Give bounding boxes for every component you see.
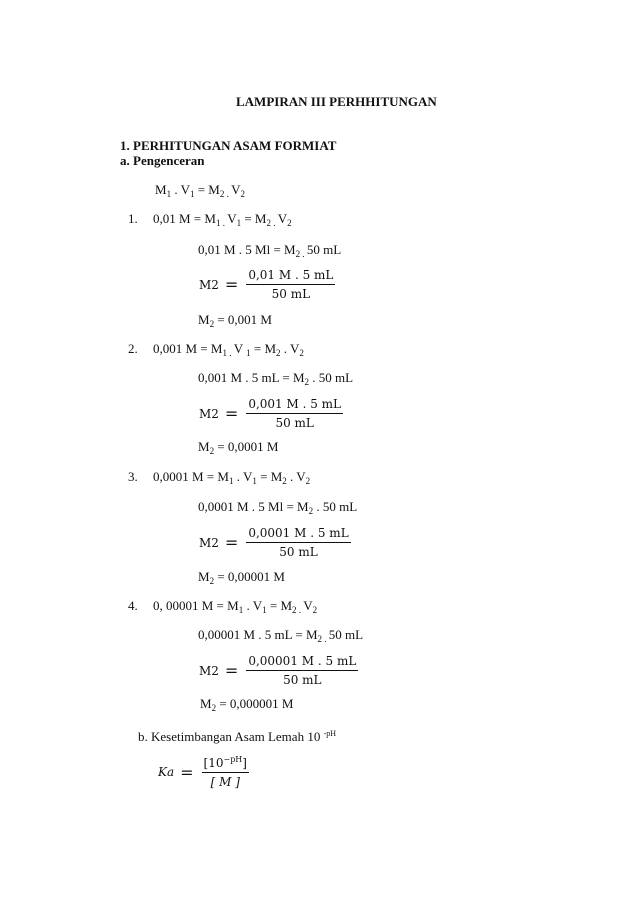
item-2-result: $M_2 = 0,0001$ M (198, 439, 279, 456)
item-2-equation: 0,001 $M = M_{1 .}$ V $_1 = M_2$ . $V_2$ (153, 341, 304, 358)
item-1-fraction: M2 = $\frac{0,01 M . 5 mL}{50 mL}$ (199, 268, 334, 301)
page-title: LAMPIRAN III PERHHITUNGAN (236, 94, 437, 109)
item-1-equation: 0,01 $M = M_{1 .}$ $V_1 = M_{2 .}$ $V_2$ (153, 211, 292, 228)
item-3-equation: 0,0001 $M = M_1$ . $V_1 = M_2$ . $V_2$ (153, 469, 311, 486)
item-4-number: 4. (128, 598, 138, 613)
item-3-number: 3. (128, 469, 138, 484)
item-2-fraction: M2 = $\frac{0,001 M . 5 mL}{50 mL}$ (199, 397, 342, 430)
item-4-fraction: M2 = $\frac{0,00001 M . 5 mL}{50 mL}$ (199, 654, 357, 687)
item-3-result: $M_2 = 0,00001$ M (198, 569, 285, 586)
item-3-fraction: M2 = $\frac{0,0001 M . 5 mL}{50 mL}$ (199, 526, 349, 559)
ka-formula: Ka = $\frac{[10^{-pH}]}{[ M ]}$ (158, 755, 247, 789)
item-4-equation: 0, 00001 $M = M_1$ . $V_1 = M_{2 .}$ $V_2$ (153, 598, 318, 615)
subsection-b-heading: b. Kesetimbangan Asam Lemah 10 $^{-pH}$ (138, 729, 337, 744)
item-3-substitution: 0,0001 M . 5 $Ml = M_2$ . 50 mL (198, 499, 358, 516)
dilution-formula: $M_1$ . $V_1 = M_{2 .}$ $V_2$ (155, 182, 245, 199)
item-2-substitution: 0,001 M . 5 mL = $M_2$ . 50 mL (198, 370, 354, 387)
subsection-a-heading: a. Pengenceran (120, 153, 205, 168)
item-4-result: $M_2 = 0,000001$ M (200, 696, 294, 713)
section-heading: 1. PERHITUNGAN ASAM FORMIAT (120, 138, 337, 153)
item-1-result: $M_2 = 0,001$ M (198, 312, 272, 329)
item-1-substitution: 0,01 M . 5 $Ml = M_{2 .}$ 50 mL (198, 242, 342, 259)
item-2-number: 2. (128, 341, 138, 356)
item-1-number: 1. (128, 211, 138, 226)
item-4-substitution: 0,00001 M . 5 mL = $M_{2 .}$ 50 mL (198, 627, 364, 644)
